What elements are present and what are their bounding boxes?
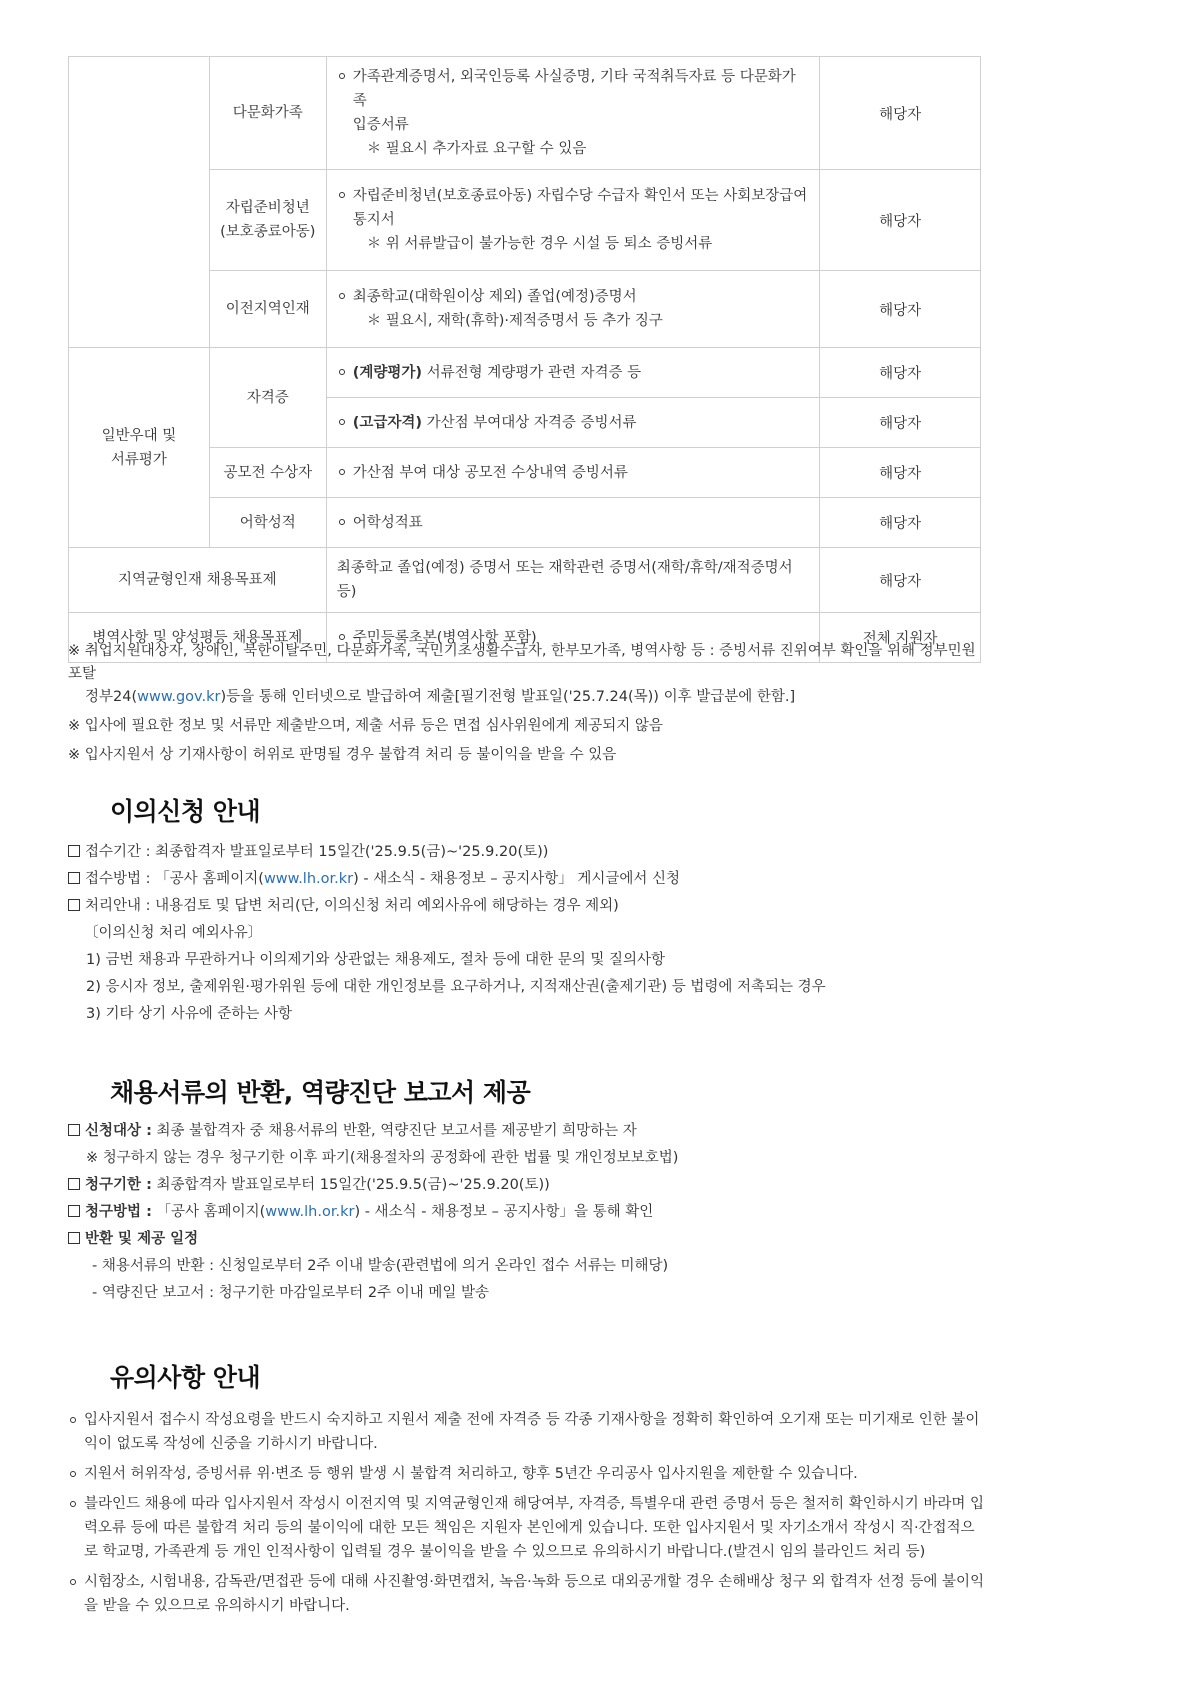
caution-title: 유의사항 안내 [110, 1363, 261, 1392]
objection-title: 이의신청 안내 [110, 797, 261, 826]
return-target: 신청대상 : 최종 불합격자 중 채용서류의 반환, 역량진단 보고서를 제공받기 희망하는 자 [68, 1118, 988, 1145]
content-cell [326, 57, 819, 170]
caution-item: 블라인드 채용에 따라 입사지원서 작성시 이전지역 및 지역균형인재 해당여부, 자격증, 특별우대 관련 증명서 등은 철저히 확인하시기 바라며 입력오류 등에 따른 불합격 처리 등의 불이익에 대한 모든 책임은 지원자 본인에게 있습니다. 또한 입사지원서 및 자기소개서 작성시 직·간접적으로 학교명, 가족관계 등 개인 인적사항이 입력될 경우 불이익을 받을 수 있으므로 유의하시기 바랍니다.(발견시 임의 블라인드 처리 등) [68, 1492, 988, 1564]
caution-item: 입사지원서 접수시 작성요령을 반드시 숙지하고 지원서 제출 전에 자격증 등 각종 기재사항을 정확히 확인하여 오기재 또는 미기재로 인한 불이익이 없도록 작성에 신중을 기하시기 바랍니다. [68, 1408, 988, 1456]
category-cell: 다문화가족 [209, 57, 326, 170]
exception-title: 〔이의신청 처리 예외사유〕 [84, 925, 263, 941]
group-cell: 일반우대 및 서류평가 [69, 348, 210, 548]
content-cell: 가산점 부여 대상 공모전 수상내역 증빙서류 [326, 448, 819, 498]
lh-link[interactable]: www.lh.or.kr [263, 871, 354, 887]
return-method: 청구방법 : 「공사 홈페이지(www.lh.or.kr) - 새소식 - 채용정보 – 공지사항」을 통해 확인 [68, 1199, 988, 1226]
return-section [68, 1118, 988, 1307]
bullet-line: 자립준비청년(보호종료아동) 자립수당 수급자 확인서 또는 사회보장급여 통지서 [337, 184, 809, 232]
note-item: ※ 취업지원대상자, 장애인, 북한이탈주민, 다문화가족, 국민기초생활수급자, 한부모가족, 병역사항 등 : 증빙서류 진위여부 확인을 위해 정부민원포탈 정부24(www.gov.kr)등을 통해 인터넷으로 발급하여 제출[필기전형 발표일('25.7.24(목)) 이후 발급분에 한함.] [68, 643, 976, 705]
checkbox-square-icon [68, 1205, 80, 1217]
documents-table [68, 56, 981, 663]
target-cell: 해당자 [820, 271, 981, 348]
content-cell: 최종학교 졸업(예정) 증명서 또는 재학관련 증명서(재학/휴학/재적증명서 등) [326, 548, 819, 613]
exception-item: 2) 응시자 정보, 출제위원·평가위원 등에 대한 개인정보를 요구하거나, 지적재산권(출제기관) 등 법령에 저촉되는 경우 [86, 979, 826, 995]
category-cell: 이전지역인재 [209, 271, 326, 348]
target-cell: 해당자 [820, 548, 981, 613]
gov-link[interactable]: www.gov.kr [137, 689, 221, 705]
caution-item: 시험장소, 시험내용, 감독관/면접관 등에 대해 사진촬영·화면캡처, 녹음·녹화 등으로 대외공개할 경우 손해배상 청구 외 합격자 선정 등에 불이익을 받을 수 있으므로 유의하시기 바랍니다. [68, 1570, 988, 1618]
note-line: ＊ 위 서류발급이 불가능한 경우 시설 등 퇴소 증빙서류 [366, 236, 713, 252]
target-cell: 해당자 [820, 398, 981, 448]
content-cell: 어학성적표 [326, 498, 819, 548]
table-row [69, 548, 981, 613]
content-cell: (계량평가) 서류전형 계량평가 관련 자격증 등 [326, 348, 819, 398]
bullet-line: 최종학교(대학원이상 제외) 졸업(예정)증명서 [337, 285, 809, 309]
checkbox-square-icon [68, 872, 80, 884]
content-cell: (고급자격) 가산점 부여대상 자격증 증빙서류 [326, 398, 819, 448]
caution-item: 지원서 허위작성, 증빙서류 위·변조 등 행위 발생 시 불합격 처리하고, 향후 5년간 우리공사 입사지원을 제한할 수 있습니다. [68, 1462, 988, 1486]
caution-list [68, 1408, 988, 1624]
exception-item: 3) 기타 상기 사유에 준하는 사항 [86, 1006, 293, 1022]
empty-group-cell [69, 57, 210, 348]
category-cell: 지역균형인재 채용목표제 [69, 548, 327, 613]
bullet-line: 가족관계증명서, 외국인등록 사실증명, 기타 국적취득자료 등 다문화가족 입증서류 [337, 65, 809, 137]
schedule-item: - 채용서류의 반환 : 신청일로부터 2주 이내 발송(관련법에 의거 온라인 접수 서류는 미해당) [92, 1258, 669, 1274]
target-cell: 해당자 [820, 348, 981, 398]
objection-process: 처리안내 : 내용검토 및 답변 처리(단, 이의신청 처리 예외사유에 해당하는 경우 제외) [68, 893, 988, 920]
checkbox-square-icon [68, 1124, 80, 1136]
lh-link[interactable]: www.lh.or.kr [265, 1204, 355, 1220]
target-cell: 해당자 [820, 498, 981, 548]
target-cell: 해당자 [820, 448, 981, 498]
category-cell: 병역사항 및 양성평등 채용목표제 [69, 613, 327, 663]
note-line: ＊ 필요시 추가자료 요구할 수 있음 [366, 141, 587, 157]
category-cell: 어학성적 [209, 498, 326, 548]
table-row [69, 57, 981, 170]
content-cell [326, 170, 819, 271]
objection-section [68, 839, 988, 1028]
category-cell: 자립준비청년 (보호종료아동) [209, 170, 326, 271]
table-notes [68, 640, 988, 773]
checkbox-square-icon [68, 1232, 80, 1244]
table-row [69, 348, 981, 398]
note-item: ※ 입사지원서 상 기재사항이 허위로 판명될 경우 불합격 처리 등 불이익을 받을 수 있음 [68, 747, 617, 763]
target-cell: 해당자 [820, 57, 981, 170]
checkbox-square-icon [68, 1178, 80, 1190]
checkbox-square-icon [68, 899, 80, 911]
target-cell: 해당자 [820, 170, 981, 271]
category-cell: 공모전 수상자 [209, 448, 326, 498]
schedule-item: - 역량진단 보고서 : 청구기한 마감일로부터 2주 이내 메일 발송 [92, 1285, 489, 1301]
exception-item: 1) 금번 채용과 무관하거나 이의제기와 상관없는 채용제도, 절차 등에 대한 문의 및 질의사항 [86, 952, 666, 968]
objection-period: 접수기간 : 최종합격자 발표일로부터 15일간('25.9.5(금)~'25.9.20(토)) [68, 839, 988, 866]
objection-method: 접수방법 : 「공사 홈페이지(www.lh.or.kr) - 새소식 - 채용정보 – 공지사항」 게시글에서 신청 [68, 866, 988, 893]
category-cell: 자격증 [209, 348, 326, 448]
return-target-note: ※ 청구하지 않는 경우 청구기한 이후 파기(채용절차의 공정화에 관한 법률 및 개인정보보호법) [86, 1150, 679, 1166]
target-cell: 전체 지원자 [820, 613, 981, 663]
return-schedule: 반환 및 제공 일정 [68, 1226, 988, 1253]
note-line: ＊ 필요시, 재학(휴학)·제적증명서 등 추가 징구 [366, 313, 663, 329]
checkbox-square-icon [68, 845, 80, 857]
note-item: ※ 입사에 필요한 정보 및 서류만 제출받으며, 제출 서류 등은 면접 심사위원에게 제공되지 않음 [68, 718, 663, 734]
content-cell [326, 271, 819, 348]
return-title: 채용서류의 반환, 역량진단 보고서 제공 [110, 1078, 531, 1107]
content-cell: 주민등록초본(병역사항 포함) [326, 613, 819, 663]
return-deadline: 청구기한 : 최종합격자 발표일로부터 15일간('25.9.5(금)~'25.9.20(토)) [68, 1172, 988, 1199]
